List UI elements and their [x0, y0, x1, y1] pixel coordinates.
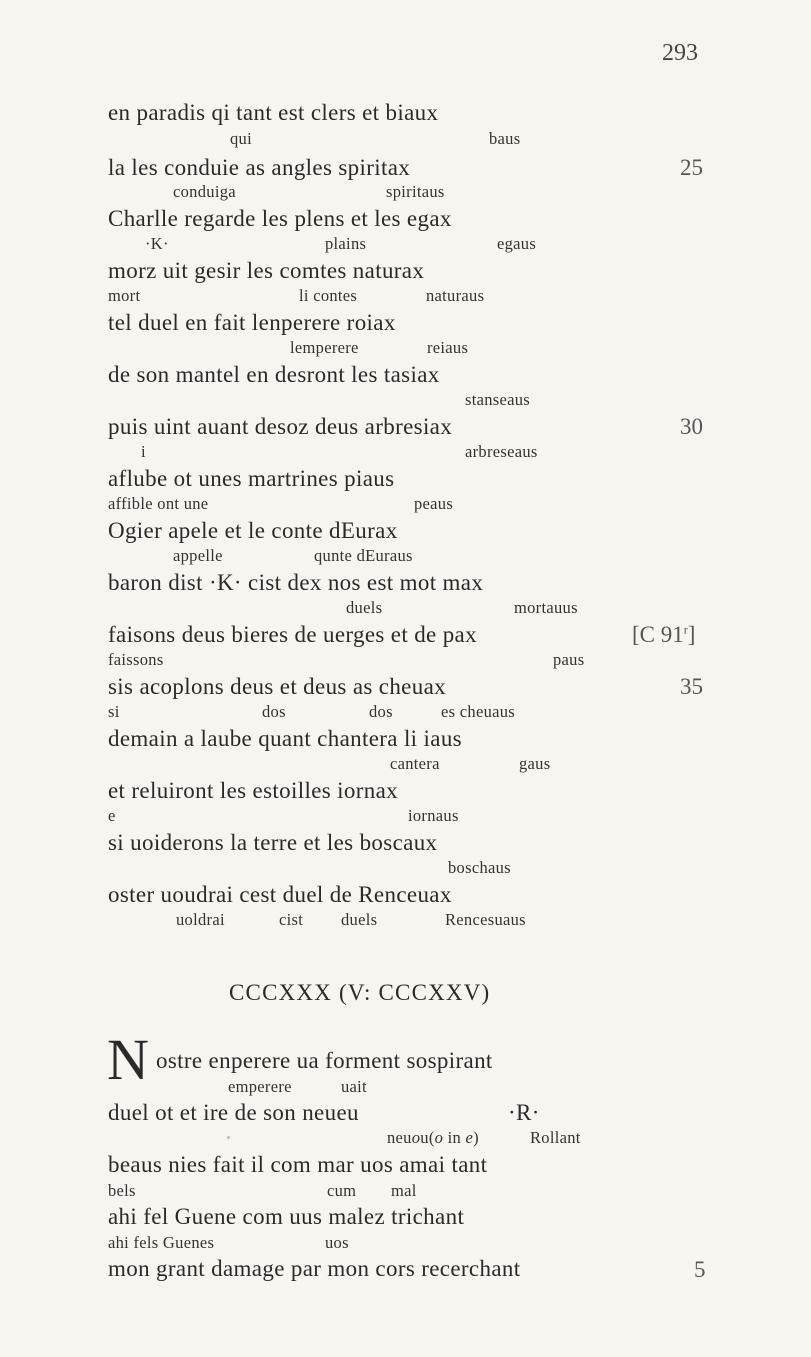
variant-reading: cantera	[390, 754, 440, 773]
variant-reading: conduiga	[173, 182, 236, 201]
variant-reading: naturaus	[426, 286, 485, 305]
variant-reading: emperere	[228, 1077, 292, 1096]
variant-reading: paus	[553, 650, 585, 669]
verse-line: et reluiront les estoilles iornax	[108, 778, 399, 803]
variant-reading: plains	[325, 234, 367, 253]
variant-part: in	[443, 1128, 466, 1147]
variant-reading: peaus	[414, 494, 454, 513]
variant-reading: spiritaus	[386, 182, 445, 201]
variant-reading: duels	[341, 910, 378, 929]
variant-reading: affible ont une	[108, 494, 209, 513]
verse-line: Charlle regarde les plens et les egax	[108, 206, 452, 231]
verse-line: morz uit gesir les comtes naturax	[108, 258, 425, 283]
variant-reading: egaus	[497, 234, 537, 253]
verse-line: sis acoplons deus et deus as cheuax	[108, 674, 447, 699]
folio-close: ]	[687, 622, 696, 647]
verse-line: beaus nies fait il com mar uos amai tant	[108, 1152, 488, 1177]
variant-reading: lemperere	[290, 338, 359, 357]
variant-reading: si	[108, 702, 120, 721]
variant-reading: e	[108, 806, 116, 825]
variant-reading: gaus	[519, 754, 551, 773]
verse-line: baron dist ·K· cist dex nos est mot max	[108, 570, 484, 595]
variant-reading: arbreseaus	[465, 442, 538, 461]
verse-line: ostre enperere ua forment sospirant	[156, 1048, 493, 1073]
variant-part: neu	[387, 1128, 412, 1147]
folio-sup: r	[683, 622, 688, 637]
variant-italic: o	[411, 1128, 421, 1147]
variant-reading: baus	[489, 129, 521, 148]
verse-line: faisons deus bieres de uerges et de pax	[108, 622, 477, 647]
variant-reading: Rollant	[530, 1128, 581, 1147]
variant-reading: ahi fels Guenes	[108, 1233, 215, 1252]
variant-reading: mort	[108, 286, 141, 305]
verse-line: aflube ot unes martrines piaus	[108, 466, 395, 491]
variant-reading: qunte dEuraus	[314, 546, 413, 565]
verse-line: puis uint auant desoz deus arbresiax	[108, 414, 453, 439]
variant-reading: uait	[341, 1077, 367, 1096]
verse-line: Ogier apele et le conte dEurax	[108, 518, 398, 543]
line-number: 30	[680, 414, 703, 439]
line-number: 5	[694, 1257, 706, 1282]
variant-italic: e	[465, 1128, 474, 1147]
variant-reading: iornaus	[408, 806, 459, 825]
verse-line: si uoiderons la terre et les boscaux	[108, 830, 438, 855]
variant-reading: boschaus	[448, 858, 511, 877]
variant-reading: uoldrai	[176, 910, 225, 929]
verse-line: la les conduie as angles spiritax	[108, 155, 411, 180]
folio-open: [C 91	[632, 622, 684, 647]
variant-reading: reiaus	[427, 338, 469, 357]
variant-reading: li contes	[299, 286, 358, 305]
variant-reading: mal	[391, 1181, 417, 1200]
variant-reading: Rencesuaus	[445, 910, 526, 929]
variant-italic: o	[434, 1128, 444, 1147]
variant-reading: mortauus	[514, 598, 578, 617]
stray-mark	[227, 1136, 230, 1139]
variant-reading: bels	[108, 1181, 136, 1200]
variant-reading: i	[141, 442, 146, 461]
variant-reading: dos	[369, 702, 393, 721]
verse-line: mon grant damage par mon cors recerchant	[108, 1256, 521, 1281]
verse-line: en paradis qi tant est clers et biaux	[108, 100, 439, 125]
verse-line: demain a laube quant chantera li iaus	[108, 726, 462, 751]
drop-cap: N	[107, 1027, 149, 1092]
variant-reading: stanseaus	[465, 390, 531, 409]
variant-part: )	[473, 1128, 479, 1147]
variant-reading: uos	[325, 1233, 349, 1252]
variant-reading: appelle	[173, 546, 223, 565]
verse-line: de son mantel en desront les tasiax	[108, 362, 440, 387]
variant-reading: faissons	[108, 650, 164, 669]
line-number: 35	[680, 674, 703, 699]
variant-reading: cist	[279, 910, 304, 929]
variant-reading: ·K·	[145, 234, 169, 253]
verse-line: ahi fel Guene com uus malez trichant	[108, 1204, 465, 1229]
verse-line: oster uoudrai cest duel de Renceuax	[108, 882, 452, 907]
variant-part: u(	[420, 1128, 435, 1147]
page-number: 293	[662, 40, 698, 66]
variant-reading: dos	[262, 702, 286, 721]
variant-reading: es cheuaus	[441, 702, 516, 721]
line-number: 25	[680, 155, 703, 180]
variant-reading: cum	[327, 1181, 357, 1200]
folio-reference	[632, 622, 695, 648]
variant-reading	[387, 1128, 479, 1148]
verse-line: tel duel en fait lenperere roiax	[108, 310, 396, 335]
variant-reading: duels	[346, 598, 383, 617]
verse-siglum: ·R·	[508, 1100, 540, 1125]
verse-line: duel ot et ire de son neueu	[108, 1100, 359, 1125]
section-heading: CCCXXX (V: CCCXXV)	[229, 980, 491, 1005]
variant-reading: qui	[230, 129, 252, 148]
